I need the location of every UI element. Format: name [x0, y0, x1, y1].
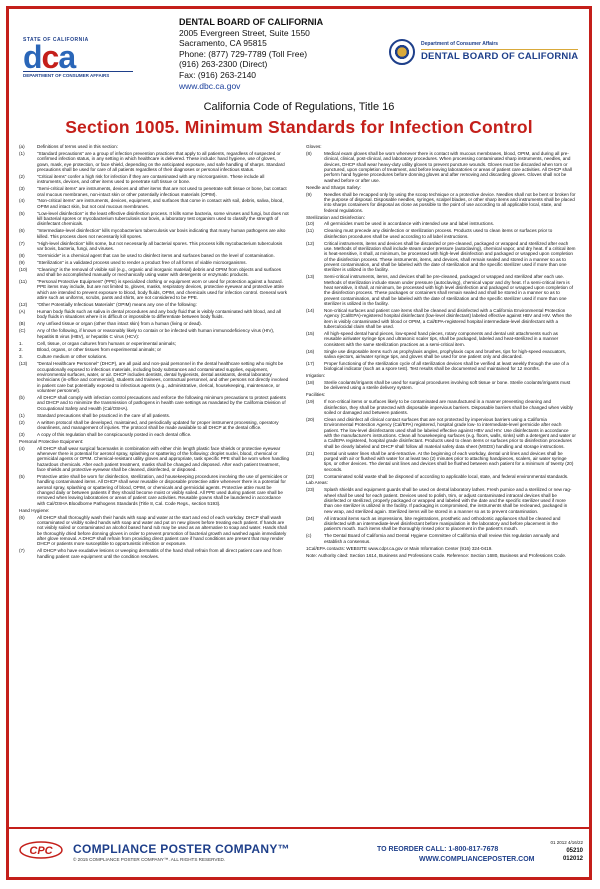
section-heading	[19, 439, 289, 444]
paragraph-number: (A)	[19, 309, 26, 314]
paragraph-text: All DHCP shall thoroughly wash their hands with soap and water at the start and end of each workday. DHCP shall wash contaminated or visibly soiled hands with soap and water and put on new gloves before treating each patient. If hands are not visibly soiled or contaminated an alcohol based hand rub may be used as an alternative to soap and water. Hands shall be thoroughly dried before donning gloves in order to prevent promotion of bacterial growth and washed again immediately after glove removal. A DHCP shall refrain from providing direct patient care if hand conditions are present that may render DHCP or patients more susceptible to opportunistic infection or exposure.	[37, 514, 287, 547]
paragraph-number: (19)	[306, 399, 315, 405]
paragraph-text: Splash shields and equipment guards shall be used on dental laboratory lathes. Fresh pumice and a sterilized or new rag-wheel shall be used for each patient. Devices used to polish, trim, or adjust contaminated intraoral devices shall be disinfected or sterilized, properly packaged or wrapped and labeled with the date and the specific sterilizer used if more than one sterilizer is utilized in the facility. If packaging is compromised, the instruments shall be recleaned, packaged in new wrap, and sterilized again. Sterilized items will be stored in a manner so as to prevent contamination.	[324, 487, 572, 514]
paragraph-number: (9)	[19, 259, 25, 265]
paragraph-number: (7)	[19, 548, 25, 554]
regulation-paragraph	[19, 432, 289, 437]
dbc-name-label: DENTAL BOARD OF CALIFORNIA	[421, 51, 579, 62]
regulation-paragraph	[19, 328, 289, 339]
regulation-paragraph	[19, 395, 289, 411]
paragraph-text: Sterilization and Disinfection:	[306, 214, 365, 220]
board-address	[179, 17, 359, 91]
paragraph-text: Clean and disinfect all clinical contact surfaces that are not protected by impervious barriers using a California Environmental Protection Agency (Cal/EPA) registered, hospital grade low- to intermediate-level germicide after each patient. The low-level disinfectants used shall be labeled effective against HBV and HIV. Use disinfectants in accordance with the manufacturer's instructions. Clean all housekeeping surfaces (e.g. floors, walls, sinks) with a detergent and water or a Cal/EPA registered, hospital grade disinfectant. Products used to clean items or surfaces prior to disinfection procedures shall be clearly labeled and DHCP shall follow all material safety data sheet (MSDS) handling and storage instructions.	[324, 416, 576, 449]
paragraph-number: (5)	[19, 474, 25, 479]
state-seal-icon	[389, 39, 415, 65]
regulation-paragraph	[19, 347, 289, 352]
paragraph-number: (11)	[306, 228, 314, 234]
regulation-paragraph	[306, 228, 576, 239]
paragraph-number: (2)	[19, 419, 25, 425]
regulation-paragraph	[306, 221, 576, 226]
paragraph-text: Needles shall be recapped only by using the scoop technique or a protective device. Needles shall not be bent or broken for the purpose of disposal. Disposable needles, syringes, scalpel blades, or other sharp items and instruments shall be placed into sharps containers for disposal as close as possible to the point of use according to all applicable local, state, and federal regulations.	[324, 191, 576, 213]
dbc-dept-label: Department of Consumer Affairs	[421, 41, 499, 47]
regulation-paragraph	[19, 309, 289, 320]
paragraph-text: A copy of this regulation shall be conspicuously posted in each dental office.	[37, 431, 192, 437]
regulation-paragraph	[19, 420, 289, 431]
regulation-paragraph	[306, 151, 576, 183]
paragraph-text: Single use disposable items such as prophylaxis angles, prophylaxis cups and brushes, tips for high-speed evacuators, saliva ejectors, air/water syringe tips, and gloves shall be used for one patient only and discarded.	[324, 348, 567, 359]
paragraph-text: All DHCP shall comply with infection control precautions and enforce the following minimum precautions to protect patients and DHCP and to minimize the transmission of pathogens in health care settings as mandated by the California Division of Occupational Safety and Health (Cal/OSHA).	[37, 394, 286, 411]
regulation-paragraph	[306, 399, 576, 415]
paragraph-text: All DHCP who have exudative lesions or weeping dermatitis of the hand shall refrain from all direct patient care and from handling patient care equipment until the condition resolves.	[37, 548, 282, 559]
regulation-paragraph	[19, 321, 289, 326]
dca-mark: dca	[23, 39, 76, 75]
regulation-paragraph	[19, 474, 289, 506]
paragraph-number: (2)	[19, 173, 25, 179]
section-heading	[306, 392, 576, 397]
regulation-paragraph	[306, 349, 576, 360]
paragraph-text: “Cleaning” is the removal of visible soil (e.g., organic and inorganic material) debris and OPIM from objects and surfaces and shall be accomplished manually or mechanically using water with detergents or enzymatic products.	[37, 266, 282, 278]
paragraph-number: (c)	[306, 533, 312, 539]
paragraph-number: (11)	[19, 279, 27, 285]
section-heading	[19, 144, 289, 149]
paragraph-text: Non-critical surfaces and patient care items shall be cleaned and disinfected with a California Environmental Protection Agency (Cal/EPA)-registered hospital disinfectant (low-level disinfectant) labeled effective against HBV and HIV. When the item is visibly contaminated with blood or OPIM, a Cal/EPA-registered hospital intermediate-level disinfectant with a tuberculocidal claim shall be used.	[324, 307, 572, 329]
paragraph-text: All DHCP shall wear surgical facemasks in combination with either chin length plastic face shields or protective eyewear whenever there is potential for aerosol spray, splashing or spattering of the following: droplet nuclei, blood, chemical or germicidal agents or OPIM. Chemical-resistant utility gloves and appropriate, task specific PPE shall be worn when handling hazardous chemicals. After each patient treatment, masks shall be changed and disposed. After each patient treatment, face shields and protective eyewear shall be cleaned, disinfected, or disposed.	[37, 445, 289, 473]
regulation-paragraph	[19, 548, 289, 559]
paragraph-text: “Germicide” is a chemical agent that can be used to disinfect items and surfaces based on the level of contamination.	[37, 252, 275, 258]
regulation-paragraph	[306, 192, 576, 213]
regulation-paragraph	[19, 446, 289, 473]
paragraph-number: (15)	[306, 330, 315, 336]
paragraph-number: (10)	[19, 266, 28, 272]
regulation-paragraph	[306, 241, 576, 273]
regulation-paragraph	[19, 341, 289, 346]
regulation-paragraph	[19, 260, 289, 265]
section-heading	[306, 144, 576, 149]
regulation-paragraph	[306, 474, 576, 479]
paragraph-text: Dental unit water lines shall be anti-retractive. At the beginning of each workday, dental unit lines and devices shall be purged with air or flushed with water for at least two (2) minutes prior to attaching handpieces, scalers, air water syringe tips, or other devices. The dental unit lines and devices shall be flushed between each patient for a minimum of twenty (20) seconds.	[324, 450, 574, 472]
paragraph-text: Lab Areas:	[306, 480, 328, 486]
regulation-paragraph	[19, 302, 289, 307]
paragraph-text: “Intermediate-level disinfection” kills mycobacterium tuberculosis var bovis indicating that many human pathogens are also killed. This process does not necessarily kill spores.	[37, 228, 286, 239]
paragraph-number: 3.	[19, 354, 23, 360]
regulation-paragraph	[306, 361, 576, 372]
section-heading	[306, 373, 576, 378]
paragraph-text: Any of the following, if known or reasonably likely to contain or be infected with human immunodeficiency virus (HIV), hepatitis B virus (HBV), or hepatitis C virus (HCV):	[37, 328, 275, 339]
paragraph-text: “Other Potentially Infectious Materials” (OPIM) means any one of the following:	[37, 302, 197, 308]
section-heading	[19, 508, 289, 513]
fax: Fax: (916) 263-2140	[179, 69, 257, 80]
reorder-phone: TO REORDER CALL: 1-800-817-7678	[377, 846, 499, 853]
footnote	[306, 546, 576, 551]
paragraph-number: (9)	[306, 191, 312, 197]
paragraph-text: Protective attire shall be worn for disinfection, sterilization, and housekeeping procedures involving the use of germicides or handling contaminated items. All DHCP shall wear reusable or disposable protective attire whenever there is a potential for aerosol spray, splashing or spattering of blood, OPIM, or chemicals and germicidal agents. Protective attire must be changed daily or between patients if they should become moist or visibly soiled. All PPE used during patient care shall be removed when leaving laboratories or areas of patient care activities. Reusable gowns shall be laundered in accordance with Cal/OSHA Bloodborne Pathogens Standards (Title 8, Cal. Code Regs., section 5193).	[37, 474, 288, 506]
regulation-source: California Code of Regulations, Title 16	[203, 101, 395, 113]
regulation-paragraph	[19, 354, 289, 359]
regulation-paragraph	[19, 413, 289, 418]
footer	[9, 827, 589, 877]
poster	[6, 6, 592, 880]
page-title: Section 1005. Minimum Standards for Infection Control	[65, 117, 533, 137]
paragraph-text: Semi-critical instruments, items, and devices shall be pre-cleaned, packaged or wrapped and sterilized after each use. Methods of sterilization include steam under pressure (autoclaving), chemical vapor and dry heat. If a semi-critical item is heat sensitive, it shall, at minimum, be processed with high level disinfection and packaged or wrapped upon completion of the disinfection process. These packages or containers shall remain sealed and shall be stored in a manner so as to prevent contamination, and shall be labeled with the date of sterilization and the specific sterilizer used if more than one sterilizer is utilized in the facility.	[324, 274, 573, 307]
paragraph-text: Culture medium or other solutions.	[37, 354, 108, 360]
paragraph-text: All intraoral items such as impressions, bite registrations, prosthetic and orthodontic appliances shall be cleaned and disinfected with an intermediate-level disinfectant before manipulation in the laboratory and before placement in the patient's mouth. Such items shall be thoroughly rinsed prior to placement in the patient's mouth.	[324, 515, 561, 532]
paragraph-number: (21)	[306, 450, 315, 456]
regulation-paragraph	[19, 186, 289, 197]
paragraph-number: (b)	[19, 394, 25, 400]
paragraph-number: (8)	[19, 252, 25, 258]
section-heading	[306, 215, 576, 220]
regulation-paragraph	[306, 516, 576, 532]
paragraph-text: “Critical items” confer a high risk for infection if they are contaminated with any microorganism. These include all instruments, devices, and other items used to penetrate soft tissue or bone.	[37, 173, 265, 185]
paragraph-text: “Semi-critical items” are instruments, devices and other items that are not used to penetrate soft tissue or bone, but contact oral mucous membranes, non-intact skin or other potentially infectious materials (OPIM).	[37, 186, 287, 197]
paragraph-number: (18)	[306, 380, 315, 386]
regulation-paragraph	[19, 198, 289, 209]
dbc-logo	[389, 39, 579, 69]
section-heading	[306, 480, 576, 485]
right-column	[306, 144, 576, 824]
paragraph-text: Contaminated solid waste shall be disposed of according to applicable local, state, and federal environmental standards.	[324, 473, 569, 479]
regulation-paragraph	[19, 174, 289, 185]
regulation-paragraph	[306, 380, 576, 391]
paragraph-number: (4)	[19, 445, 25, 451]
paragraph-number: (B)	[19, 321, 26, 327]
header	[9, 9, 589, 95]
website-link[interactable]: www.dbc.ca.gov	[179, 80, 241, 91]
paragraph-text: Sterile coolants/irrigants shall be used for surgical procedures involving soft tissue or bone. Sterile coolants/irrigants must be delivered using a sterile delivery system.	[324, 380, 571, 391]
paragraph-number: (13)	[19, 361, 28, 367]
poster-codes	[550, 839, 583, 863]
paragraph-text: Gloves:	[306, 144, 322, 149]
paragraph-number: (14)	[306, 307, 315, 313]
paragraph-text: Hand Hygiene:	[19, 507, 50, 513]
paragraph-number: (23)	[306, 487, 315, 493]
paragraph-text: Human body fluids such as saliva in dental procedures and any body fluid that is visibly contaminated with blood, and all body fluids in situations where it is difficult or impossible to differentiate between body fluids.	[37, 309, 281, 320]
regulation-body	[19, 144, 584, 824]
paragraph-text: If non-critical items or surfaces likely to be contaminated are manufactured in a manner preventing cleaning and disinfection, they shall be protected with disposable impervious barriers. Disposable barriers shall be changed when visibly soiled or damaged and between patients.	[324, 399, 573, 415]
paragraph-number: (5)	[19, 210, 25, 216]
code-mid: 05210	[566, 848, 583, 854]
paragraph-text: “High-level disinfection” kills some, but not necessarily all bacterial spores. This process kills mycobacterium tuberculosis var bovis, bacteria, fungi, and viruses.	[37, 240, 283, 251]
paragraph-number: (12)	[19, 302, 28, 308]
paragraph-number: (22)	[306, 473, 315, 479]
regulation-paragraph	[19, 253, 289, 258]
paragraph-text: Irrigation:	[306, 373, 326, 379]
paragraph-number: (6)	[19, 228, 25, 234]
paragraph-text: Note: Authority cited: Section 1614, Business and Professions Code. Reference: Section 1680, Business and Professions Code.	[306, 552, 567, 558]
paragraph-text: Blood, organs, or other tissues from experimental animals; or	[37, 347, 162, 353]
paragraph-text: Critical instruments, items and devices shall be discarded or pre-cleaned, packaged or wrapped and sterilized after each use. Methods of sterilization shall include steam under pressure (autoclaving), chemical vapor, and dry heat. If a critical item is heat-sensitive, it shall, at minimum, be processed with high-level disinfection and packaged or wrapped upon completion of the disinfection process. These instruments, items, and devices, shall remain sealed and stored in a manner so as to prevent contamination, and shall be labeled with the date of sterilization and the specific sterilizer used if more than one sterilizer is utilized in the facility.	[324, 240, 576, 273]
paragraph-text: Medical exam gloves shall be worn whenever there is contact with mucous membranes, blood, OPIM, and during all pre-clinical, clinical, post-clinical, and laboratory procedures. When processing contaminated sharp instruments, needles, and devices, DHCP shall wear heavy-duty utility gloves to prevent puncture wounds. Gloves must be discarded when torn or punctured, upon completion of treatment, and before leaving laboratories or areas of patient care activities. All DHCP shall perform hand hygiene procedures before donning gloves and after removing and discarding gloves. Gloves shall not be washed before or after use.	[324, 150, 572, 183]
section-heading	[306, 185, 576, 190]
dca-logo	[23, 37, 133, 78]
paragraph-number: (3)	[19, 186, 25, 192]
regulation-paragraph	[19, 267, 289, 278]
paragraph-text: “Standard precautions” are a group of infection prevention practices that apply to all patients, regardless of suspected or confirmed infection status, in any setting in which healthcare is delivered. These include: hand hygiene, use of gloves, gown, mask, eye protection, or face shield, depending on the anticipated exposure, and safe handling of sharps. Standard precautions shall be used for care of all patients regardless of their diagnoses or personal infectious status.	[37, 150, 285, 172]
regulation-paragraph	[19, 211, 289, 227]
paragraph-text: “Personal Protective Equipment” (PPE) is specialized clothing or equipment worn or used for protection against a hazard. PPE items may include, but are not limited to, gloves, masks, respiratory devices, protective eyewear and protective attire which are intended to prevent exposure to blood, body fluids, OPIM, and chemicals used for infection control. General work attire such as uniforms, scrubs, pants and shirts, are not considered to be PPE.	[37, 279, 287, 301]
paragraph-text: “Low-level disinfection” is the least effective disinfection process. It kills some bacteria, some viruses and fungi, but does not kill bacterial spores or mycobacterium tuberculosis var bovis, a laboratory test organism used to classify the strength of disinfectant chemicals.	[37, 210, 289, 227]
paragraph-text: All high-speed dental hand pieces, low-speed hand pieces, rotary components and dental unit attachments such as reusable air/water syringe tips and ultrasonic scaler tips, shall be packaged, labeled and heat-sterilized in a manner consistent with the same sterilization practices as a semi-critical item.	[324, 330, 559, 347]
paragraph-text: 1Cal/EPA contacts: WEBSITE www.cdpr.ca.gov or Main Information Center (916) 324-0419.	[306, 545, 493, 551]
regulation-paragraph	[19, 151, 289, 172]
paragraph-number: (3)	[19, 431, 25, 437]
phone-direct: (916) 263-2300 (Direct)	[179, 59, 268, 70]
paragraph-number: (6)	[19, 514, 25, 520]
regulation-paragraph	[306, 308, 576, 329]
paragraph-text: A written protocol shall be developed, maintained, and periodically updated for proper instrument processing, operatory cleanliness, and management of injuries. The protocol shall be made available to all DHCP at the dental office.	[37, 419, 279, 430]
regulation-paragraph	[19, 228, 289, 239]
paragraph-number: (1)	[19, 412, 25, 418]
left-column	[19, 144, 289, 824]
regulation-paragraph	[19, 361, 289, 393]
paragraph-number: (C)	[19, 328, 26, 334]
paragraph-text: “Non-critical items” are instruments, devices, equipment, and surfaces that come in contact with soil, debris, saliva, blood, OPIM and intact skin, but not oral mucous membranes.	[37, 198, 284, 209]
regulation-paragraph	[306, 331, 576, 347]
paragraph-text: Definitions of terms used in this section:	[37, 144, 118, 149]
paragraph-text: All germicides must be used in accordance with intended use and label instructions.	[324, 221, 495, 227]
company-name: COMPLIANCE POSTER COMPANY™	[73, 842, 290, 856]
paragraph-number: (1)	[19, 150, 25, 156]
reorder-website-link[interactable]: WWW.COMPLIANCEPOSTER.COM	[419, 856, 535, 863]
regulation-paragraph	[19, 279, 289, 300]
cpc-logo-icon	[19, 841, 63, 859]
paragraph-number: (8)	[306, 150, 312, 156]
paragraph-number: (24)	[306, 515, 315, 521]
copyright: © 2015 COMPLIANCE POSTER COMPANY™. ALL RIGHTS RESERVED.	[73, 857, 226, 862]
paragraph-text: Any unfixed tissue or organ (other than intact skin) from a human (living or dead).	[37, 321, 202, 327]
board-name: DENTAL BOARD OF CALIFORNIA	[179, 17, 324, 27]
paragraph-text: Facilities:	[306, 392, 326, 398]
paragraph-number: (a)	[19, 144, 25, 149]
code-top: 01 2012 4/16/22	[550, 840, 583, 845]
regulation-paragraph	[306, 533, 576, 544]
city: Sacramento, CA 95815	[179, 38, 267, 49]
cpc-mark-text: CPC	[29, 845, 53, 857]
street: 2005 Evergreen Street, Suite 1550	[179, 27, 310, 38]
paragraph-number: 1.	[19, 340, 23, 346]
paragraph-number: (4)	[19, 198, 25, 204]
dca-dept-label: DEPARTMENT OF CONSUMER AFFAIRS	[23, 71, 133, 78]
paragraph-text: Personal Protective Equipment:	[19, 438, 84, 444]
paragraph-text: “Dental Healthcare Personnel” (DHCP), are all paid and non-paid personnel in the dental healthcare setting who might be occupationally exposed to infectious materials, including body substances and contaminated supplies, equipment, environmental surfaces, water, or air. DHCP includes dentists, dental hygienists, dental assistants, dental laboratory technicians (in-office and commercial), students and trainees, contractual personnel, and other persons not directly involved in patient care but potentially exposed to infectious agents (e.g., administrative, clerical, housekeeping, maintenance, or volunteer personnel).	[37, 361, 289, 394]
code-bot: 012012	[562, 856, 583, 862]
dca-state-label: STATE OF CALIFORNIA	[23, 37, 89, 43]
paragraph-number: (10)	[306, 221, 315, 227]
regulation-paragraph	[19, 515, 289, 547]
paragraph-text: The Dental Board of California and Dental Hygiene Committee of California shall review this regulation annually and establish a consensus.	[324, 533, 560, 544]
paragraph-text: Cleaning must precede any disinfection or sterilization process. Products used to clean items or surfaces prior to disinfection procedures shall be used according to all label instructions.	[324, 228, 553, 239]
paragraph-number: (17)	[306, 360, 315, 366]
regulation-paragraph	[19, 241, 289, 252]
regulation-paragraph	[306, 274, 576, 306]
footnote	[306, 553, 576, 558]
regulation-paragraph	[306, 487, 576, 514]
paragraph-number: (13)	[306, 274, 315, 280]
phone-toll-free: Phone: (877) 729-7789 (Toll Free)	[179, 48, 308, 59]
paragraph-text: Standard precautions shall be practiced in the care of all patients.	[37, 412, 171, 418]
regulation-paragraph	[306, 451, 576, 472]
paragraph-text: “Sterilization” is a validated process used to render a product free of all forms of viable microorganisms.	[37, 259, 247, 265]
paragraph-text: Proper functioning of the sterilization cycle of all sterilization devices shall be verified at least weekly through the use of a biological indicator (such as a spore test). Test results shall be documented and maintained for 12 months.	[324, 360, 569, 372]
paragraph-number: (12)	[306, 240, 315, 246]
paragraph-text: Cell, tissue, or organ cultures from humans or experimental animals;	[37, 340, 176, 346]
paragraph-number: (20)	[306, 416, 315, 422]
paragraph-number: (7)	[19, 240, 25, 246]
regulation-paragraph	[306, 417, 576, 449]
paragraph-number: (16)	[306, 348, 315, 354]
paragraph-text: Needle and Sharps Safety:	[306, 184, 361, 190]
paragraph-number: 2.	[19, 347, 23, 353]
